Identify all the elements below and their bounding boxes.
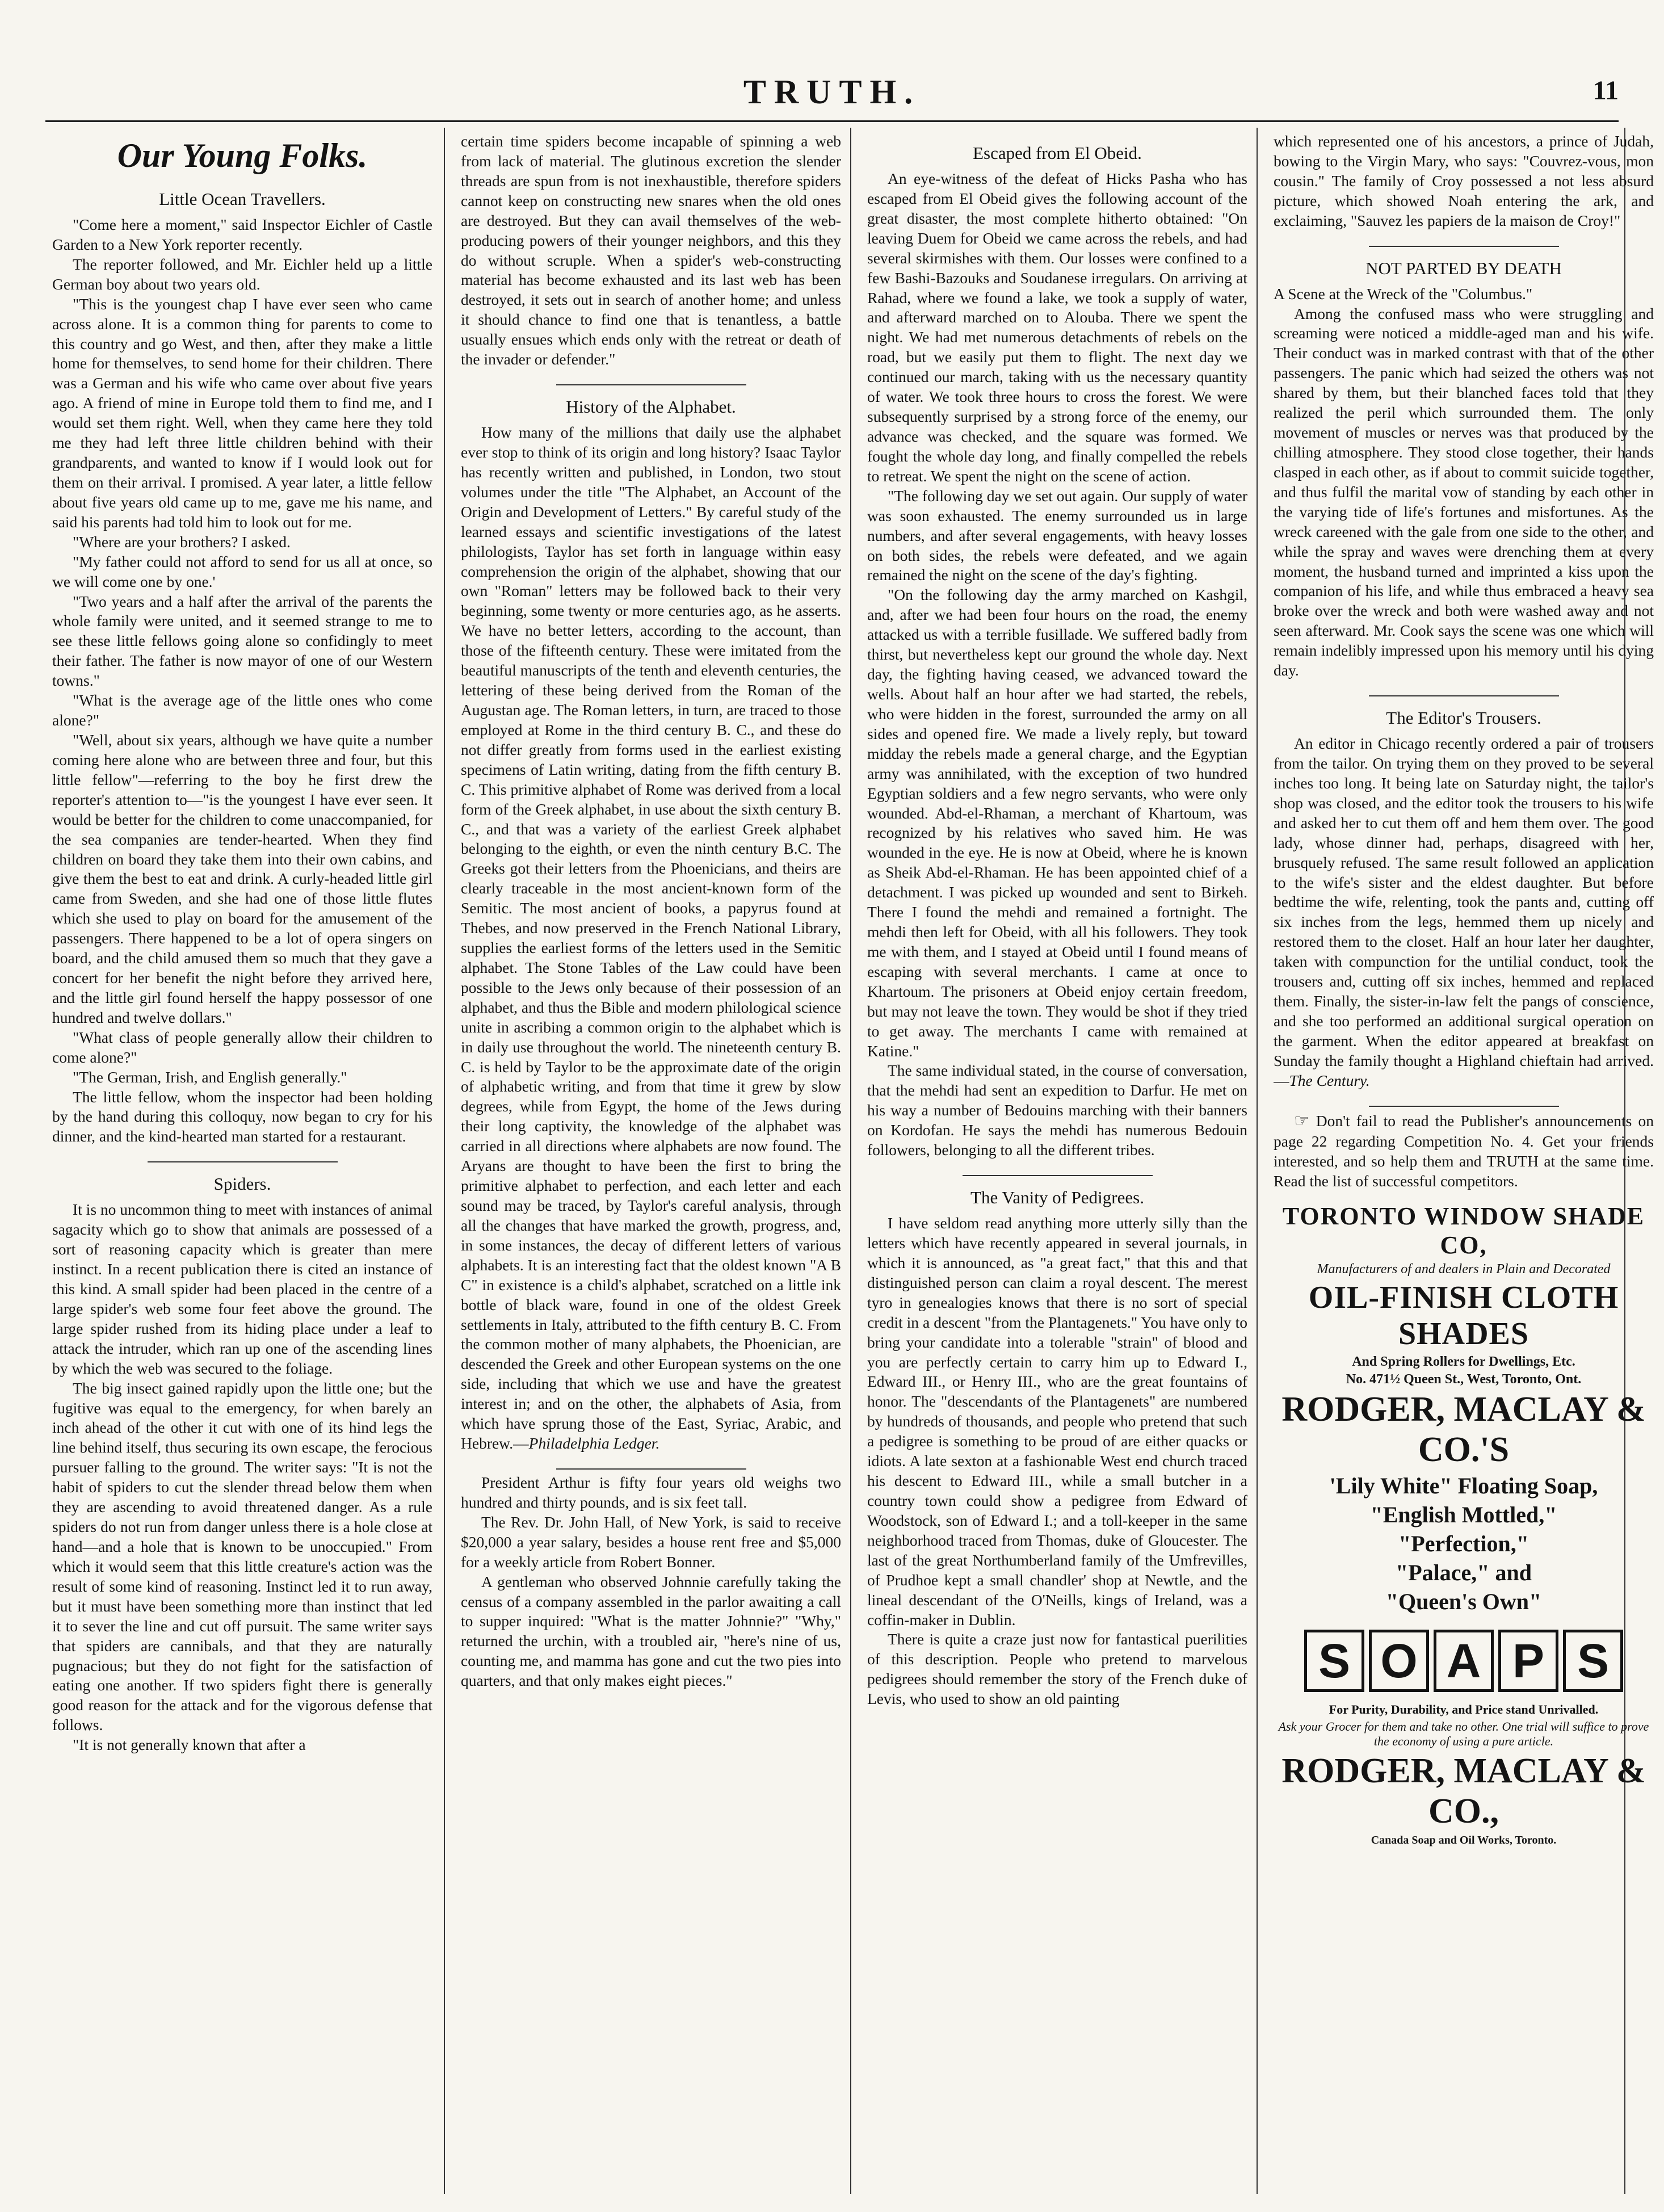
paragraph [52,691,432,731]
source-credit: The Century. [1289,1071,1370,1089]
masthead [45,73,1619,112]
paragraph-text: "Two years and a half after the arrival of the parents the whole family were united, and it seemed strange to me to see these little fellows going alone so confidingly to meet their father. The father is now mayor of one of our Western towns." [52,592,432,690]
paragraph-text: "This is the youngest chap I have ever seen who came across alone. It is a common thing for parents to come to this country and go West, and then, after they make a little home for themselves, to send home for their children. There was a German and his wife who came over about five years ago. A friend of mine in Europe told them to find me, and I would set them right. Well, when they came here they told me they had left three little children behind with their grandparents, and wanted to know if I would look out for them on their arrival. I promised. A year later, a little fellow about five years old came up to me, gave me his name, and said his parents had told him to look out for me. [52,295,432,531]
paragraph [461,1572,841,1691]
source-credit: Philadelphia Ledger. [528,1434,660,1453]
paragraph [52,592,432,691]
article-divider [556,384,746,385]
article-title: The Vanity of Pedigrees. [970,1187,1144,1208]
soaps-letter: P [1498,1630,1558,1692]
paragraph [1274,734,1654,1091]
page-number: 11 [1592,75,1619,106]
ad-works: Canada Soap and Oil Works, Toronto. [1371,1833,1557,1846]
paragraph-text: A gentleman who observed Johnnie carefully taking the census of a company assembled in the parlor awaiting a call to supper inquired: "What is the matter Johnnie?" "Why," returned the urchin, with a troubled air, "here's nine of us, counting me, and mamma has gone and cut the two pies into quarters, and that only makes eight pieces." [461,1572,841,1690]
paragraph [461,1513,841,1572]
paragraph-text: The Rev. Dr. John Hall, of New York, is said to receive $20,000 a year salary, besides a house rent free and $5,000 for a weekly article from Robert Bonner. [461,1513,841,1571]
paragraph-text: "What class of people generally allow their children to come alone?" [52,1028,432,1066]
paragraph [52,215,432,255]
paragraph-text: "Well, about six years, although we have quite a number coming here alone who are between three and four, but this little fellow"—referring to the boy he first drew the reporter's attention to—"is the youngest I have ever seen. It would be better for the children to come unaccompanied, for the sea companies are tender-hearted. When they find children on board they take them into their own cabins, and give them the best to eat and drink. A curly-headed little girl came from Sweden, and she had one of those little flutes which she used to play on board for the amusement of the passengers. There happened to be a lot of opera singers on board, and the child amused them so much that they gave a concert for her benefit the night before they arrived here, and the little girl found herself the happy possessor of one hundred and twelve dollars." [52,731,432,1026]
paragraph [52,1735,432,1755]
column-4 [1274,132,1654,2192]
paragraph-text: "Where are your brothers? I asked. [73,532,291,551]
ad-address: No. 471½ Queen St., West, Toronto, Ont. [1346,1371,1582,1387]
paragraph [52,532,432,552]
ad-company-name-2: RODGER, MACLAY & CO.'S [1281,1390,1646,1469]
article-title: Escaped from El Obeid. [973,143,1142,163]
paragraph-text: certain time spiders become incapable of spinning a web from lack of material. The glutinous excretion the slender threads are spun from is not inexhaustible, therefore spiders cannot keep on constructing new snares when the old ones are destroyed. But they can avail themselves of the web-producing powers of their younger neighbors, and this they do without scruple. When a spider's web-constructing material has become exhausted and its last web has been destroyed, it sets out in search of another home; and unless it should chance to find one that is tenantless, a battle usually ensues which ends only with the retreat or death of the invader or defender." [461,132,841,368]
article-divider [963,1175,1153,1176]
ad-purity-claim: For Purity, Durability, and Price stand Unrivalled. [1329,1702,1599,1716]
paragraph [867,169,1247,486]
paragraph-text: "The German, Irish, and English generally." [73,1068,347,1086]
paragraph-text: The reporter followed, and Mr. Eichler held up a little German boy about two years old. [52,255,432,293]
publisher-notice [1274,1110,1654,1191]
paragraph-text: It is no uncommon thing to meet with instances of animal sagacity which go to show that animals are possessed of a sort of reasoning capacity which is greater than mere instinct. In a recent publication there is cited an instance of this kind. A small spider had been placed in the centre of a large spider's web some four feet above the ground. The large spider rushed from its hiding place under a leaf to attack the intruder, which ran up one of the ascending lines by which the web was secured to the foliage. [52,1201,432,1377]
article-divider [1369,1106,1559,1107]
paragraph-text: President Arthur is fifty four years old weighs two hundred and thirty pounds, and is six feet tall. [461,1474,841,1511]
paragraph-text: The same individual stated, in the course of conversation, that the mehdi had sent an expedition to Darfur. He met on his way a number of Bedouins marching with their banners on Kordofan. He says the mehdi has numerous Bedouin followers, belonging to all the different tribes. [867,1061,1247,1159]
paragraph [1274,304,1654,681]
soaps-letter-boxes [1274,1630,1654,1692]
paragraph [461,1473,841,1513]
paragraph-text: "Come here a moment," said Inspector Eichler of Castle Garden to a New York reporter recently. [52,216,432,253]
paragraph [1274,284,1654,304]
paragraph-text: There is quite a craze just now for fantastical puerilities of this description. People who pretend to marvelous pedigrees should remember the story of the French duke of Levis, who used to show an old painting [867,1630,1247,1708]
paragraph [52,552,432,592]
paragraph [52,1200,432,1378]
paragraph-text: Among the confused mass who were struggling and screaming were noticed a middle-aged man and his wife. Their conduct was in marked contrast with that of the other passengers. The panic which had seized the others was not shared by them, but their blanched faces told that they realized the peril which surrounded them. The only movement of muscles or nerves was that produced by the chilling atmosphere. They stood close together, their hands clasped in each other, as if about to commit suicide together, and thus fulfil the marital vow of standing by each other in the varying tide of life's fortunes and misfortunes. As the wreck careened with the gale from one side to the other, and while the spray and waves were drenching them at every moment, the husband turned and imprinted a kiss upon the companion of his life, and while thus embraced a heavy sea broke over the wreck and both were washed away and not seen afterward. Mr. Cook says the scene was one which will remain indelibly impressed upon his memory until his dying day. [1274,304,1654,679]
ad-company-name-3: RODGER, MACLAY & CO., [1281,1751,1646,1831]
paragraph [867,1214,1247,1630]
ad-company-name: TORONTO WINDOW SHADE CO, [1282,1202,1645,1259]
paragraph [461,423,841,1454]
soaps-letter: O [1369,1630,1429,1692]
column-divider [444,128,445,2194]
column-divider [850,128,851,2194]
column-2 [461,132,841,2192]
paragraph [52,1028,432,1068]
soaps-letter: S [1304,1630,1364,1692]
article-title: Spiders. [213,1174,271,1194]
article-divider [556,1468,746,1470]
paragraph-text: "What is the average age of the little ones who come alone?" [52,691,432,729]
paragraph-text: A Scene at the Wreck of the "Columbus." [1274,284,1533,303]
paragraph [52,1379,432,1736]
paragraph [461,132,841,370]
article-divider [1369,695,1559,696]
paragraph-text: which represented one of his ancestors, a prince of Judah, bowing to the Virgin Mary, who says: "Couvrez-vous, mon cousin." The family of Croy possessed a not less absurd picture, which showed Noah entering the ark, and exclaiming, "Sauvez les papiers de la maison de Croy!" [1274,132,1654,229]
paragraph-text: An editor in Chicago recently ordered a pair of trousers from the tailor. On trying them on they proved to be several inches too long. It being late on Saturday night, the tailor's shop was closed, and the editor took the trousers to his wife and asked her to cut them off and hem them over. The good lady, whose dinner had, perhaps, disagreed with her, brusquely refused. The same result followed an application to the wife's sister and the eldest daughter. But before bedtime the wife, relenting, took the pants and, cutting off six inches from the legs, hemmed them up nicely and restored them to the closet. Half an hour later her daughter, taken with compunction for the untilial conduct, took the trousers and, cutting off six inches, hemmed and replaced them. Finally, the sister-in-law felt the pangs of conscience, and she too performed an additional surgical operation on the garment. When the editor appeared at breakfast on Sunday the family thought a Highland chieftain had arrived.— [1274,734,1654,1089]
notice-text: Don't fail to read the Publisher's announcements on page 22 regarding Competition No. 4. Get your friends interested, and so help them and TRUTH at the same time. Read the list of successful competitors. [1274,1111,1654,1190]
ad-product: OIL-FINISH CLOTH SHADES [1308,1279,1619,1351]
paragraph [867,1061,1247,1160]
paragraph [1274,132,1654,231]
paragraph-text: "The following day we set out again. Our supply of water was soon exhausted. The enemy surrounded us in large numbers, and after several engagements, with heavy losses on both sides, the rebels were defeated, and we again remained the night on the scene of the day's fighting. [867,486,1247,584]
paragraph [867,1630,1247,1709]
paragraph-text: The big insect gained rapidly upon the little one; but the fugitive was equal to the emergency, for when barely an inch ahead of the other it cut with one of its hind legs the line behind itself, thus securing its own escape, the ferocious pursuer falling to the ground. The writer says: "It is not the habit of spiders to cut the slender thread below them when they are ascending to avoid threatened danger. As a rule spiders do not run from danger unless there is a hole close at hand—and a hole that is known to be unoccupied." From which it would seem that this little creature's action was the result of some kind of reasoning. Instinct led it to run away, but it must have been something more than instinct that led it to sever the line and cut off pursuit. The same writer says that spiders are cannibals, and that they are naturally pugnacious; but they do not fight for the satisfaction of eating one another. If two spiders fight there is generally good reason for the attack and for the vigorous defense that follows. [52,1379,432,1734]
column-3 [867,132,1247,2192]
ad-soap-item: "Perfection," [1398,1530,1529,1556]
soap-advertisement [1274,1202,1654,1847]
paragraph [52,255,432,295]
paragraph-text: The little fellow, whom the inspector had been holding by the hand during this colloquy, now began to cry for his dinner, and the kind-hearted man started for a restaurant. [52,1088,432,1145]
article-divider [1369,246,1559,247]
paragraph [867,486,1247,586]
article-title: History of the Alphabet. [566,397,736,417]
paragraph [52,1088,432,1147]
paragraph-text: "On the following day the army marched on Kashgil, and, after we had been four hours on the road, the enemy attacked us with a terrible fusillade. We suffered badly from thirst, but nevertheless kept our ground the whole day. Next day, the fighting having ceased, we advanced toward the wells. About half an hour after we had started, the rebels, who were hidden in the forest, surrounded the army on all sides and opened fire. We made a lively reply, but toward midday the rebels made a general charge, and the Egyptian army was annihilated, with the exception of two hundred Egyptian soldiers and a few negro servants, who were only wounded. Abd-el-Rhaman, a merchant of Khartoum, was recognized by his relatives who saved him. He was wounded in the eye. He is now at Obeid, where he is known as Sheik Abd-el-Rhaman. He has been appointed chief of a detachment. I was picked up wounded and sent to Birkeh. There I found the mehdi and remained a fortnight. The mehdi then left for Obeid, with all his followers. They took me with them, and I stayed at Obeid until I found means of escaping with several merchants. I came at once to Khartoum. The prisoners at Obeid enjoy certain freedom, but may not leave the town. They would be shot if they tried to get away. The merchants I came with remained at Katine." [867,586,1247,1060]
paragraph [52,731,432,1028]
ad-soap-item: "Queen's Own" [1385,1588,1542,1614]
paragraph-text: I have seldom read anything more utterly silly than the letters which have recently appeared in several journals, in which it is announced, as "a great fact," that this and that distinguished person can claim a royal descent. The merest tyro in genealogies knows that there is no sort of special credit in a descent "from the Plantagenets." You have only to bring your candidate into a tolerable "strain" of blood and you are perfectly certain to carry him up to Edward I., Edward III., or Henry III., who are the great fountains of honor. The "descendants of the Plantagenets" are numbered by hundreds of thousands, and people who pretend that such a pedigree is something to be proud of are either quacks or idiots. A late sexton at a fashionable West end church traced his descent to Edward III., while a small butcher in a country town could show a pedigree from Edward of Woodstock, son of Edward I.; and a toll-keeper in the same neighborhood traced from Thomas, duke of Gloucester. The last of the great Northumberland family of the Umfrevilles, of Prudhoe kept a small chandler' shop at Newtle, and the lineal descendant of the O'Neills, kings of Ireland, was a coffin-maker in Dublin. [867,1214,1247,1628]
paragraph-text: How many of the millions that daily use the alphabet ever stop to think of its origin and long history? Isaac Taylor has recently written and published, in London, two stout volumes under the title "The Alphabet, an Account of the Origin and Development of Letters." By careful study of the learned essays and scientific investigations of the latest philologists, Taylor has set forth in language within easy comprehension the origin of the alphabet, showing that our own "Roman" letters may be followed back to their very beginning, some twenty or more centuries ago, as he asserts. We have no better letters, according to the account, than those of the fifteenth century. These were imitated from the beautiful manuscripts of the tenth and eleventh centuries, the lettering of these being derived from the Roman of the Augustan age. The Roman letters, in turn, are traced to those employed at Rome in the third century B. C., and these do not differ greatly from forms used in the earliest existing specimens of Latin writing, dating from the fifth century B. C. This primitive alphabet of Rome was derived from a local form of the Greek alphabet, in use about the sixth century B. C., and that was a variety of the earliest Greek alphabet belonging to the eighth, or even the ninth century B.C. The Greeks got their letters from the Phoenicians, and theirs are clearly traceable in the most ancient-known form of the Semitic. The most ancient of books, a papyrus found at Thebes, and now preserved in the French National Library, supplies the earliest forms of the letters used in the Semitic alphabet. The Stone Tables of the Law could have been possible to the Jews only because of their possession of an alphabet, and thus the Bible and modern philological science unite in ascribing a common origin to the alphabet which is in daily use throughout the world. The nineteenth century B. C. is held by Taylor to be the approximate date of the origin of alphabetic writing, and from that time it grew by slow degrees, while from Egypt, the home of the Jews during their long captivity, the knowledge of the alphabet was carried in all directions where alphabets are now found. The Aryans are thought to have been the first to bring the primitive alphabet to perfection, and each letter and each sound may be traced, by Taylor's careful analysis, through all the changes that have marked the growth, progress, and, in some instances, the decay of different letters of various alphabets. It is an interesting fact that the oldest known "A B C" in existence is a child's alphabet, scratched on a little ink bottle of black ware, found in one of the oldest Greek settlements in Italy, attributed to the fifth century B. C. From the common mother of many alphabets, the Phoenician, are descended the Greek and other European systems on the one side, including that which we use and have the greatest interest in; and on the other, the alphabets of Asia, from which have sprung those of the East, Syriac, Arabic, and Hebrew.— [461,423,841,1453]
article-divider [148,1161,338,1162]
column-1 [52,132,432,2192]
paragraph [867,585,1247,1061]
ad-soap-item: 'Lily White" Floating Soap, [1329,1472,1598,1499]
header-rule [45,120,1619,122]
paragraph [52,295,432,532]
newspaper-title: TRUTH. [743,73,921,111]
pointing-hand-icon: ☞ [1294,1111,1316,1130]
department-heading: Our Young Folks. [117,137,368,174]
ad-soap-item: "Palace," and [1396,1559,1532,1585]
ad-soap-item: "English Mottled," [1370,1501,1557,1527]
ad-tagline: Manufacturers of and dealers in Plain and Decorated [1317,1261,1611,1277]
paragraph [52,1068,432,1088]
article-title: The Editor's Trousers. [1386,708,1541,728]
article-title: NOT PARTED BY DEATH [1365,258,1562,278]
paragraph-text: An eye-witness of the defeat of Hicks Pasha who has escaped from El Obeid gives the following account of the great disaster, the most complete hitherto obtained: "On leaving Duem for Obeid we came across the rebels, and had several skirmishes with them. Our losses were confined to a few Bashi-Bazouks and Soudanese irregulars. On arriving at Rahad, where we found a lake, we took a supply of water, and afterward marched on to Alouba. There we spent the night. We had met numerous detachments of rebels on the road, but we easily put them to flight. The next day we continued our march, taking with us the necessary quantity of water. We took three hours to cross the forest. We were subsequently surprised by a strong force of the enemy, our advance was checked, and the square was formed. We fought the whole day long, and finally compelled the rebels to retreat. We spent the night on the scene of action. [867,170,1247,485]
soaps-letter: S [1563,1630,1623,1692]
article-title: Little Ocean Travellers. [159,189,326,209]
paragraph-text: "It is not generally known that after a [73,1736,306,1754]
ad-grocer-note: Ask your Grocer for them and take no other. One trial will suffice to prove the economy of using a pure article. [1278,1719,1649,1748]
paragraph-text: "My father could not afford to send for us all at once, so we will come one by one.' [52,552,432,590]
soaps-letter: A [1434,1630,1494,1692]
ad-spring-rollers: And Spring Rollers for Dwellings, Etc. [1352,1354,1575,1369]
column-divider [1257,128,1258,2194]
